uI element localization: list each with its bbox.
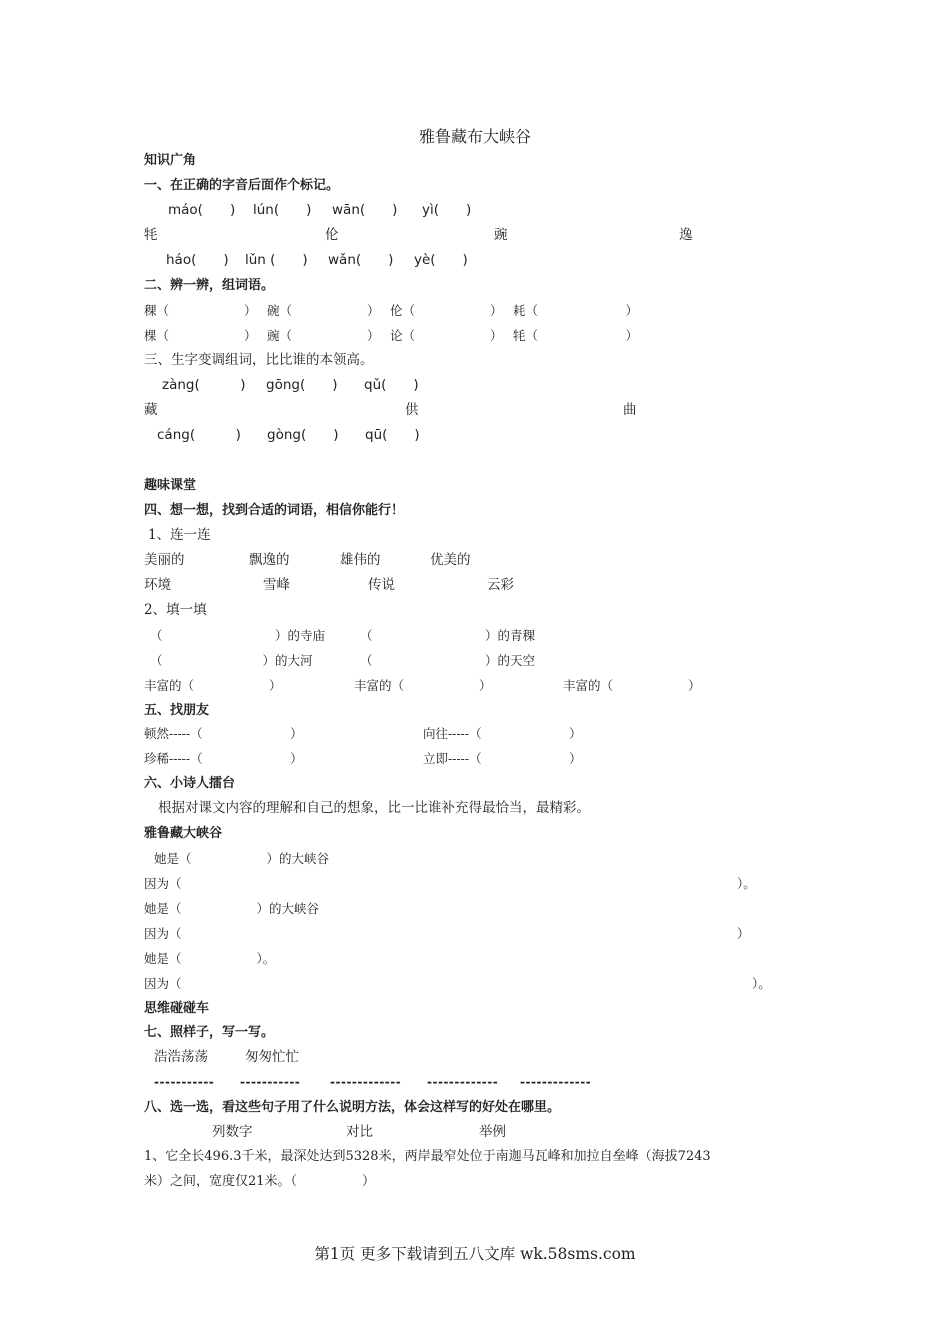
- pinyin-option: zàng( ): [162, 377, 246, 393]
- document-title: 雅鲁藏布大峡谷: [418, 127, 531, 146]
- character: 逸: [679, 227, 693, 243]
- page-footer: 第1页 更多下载请到五八文库 wk.58sms.com: [314, 1245, 636, 1263]
- fill-blank: （ ）的青稞: [360, 628, 536, 643]
- question-5-heading: 五、找朋友: [144, 703, 210, 718]
- q6-instructions: 根据对课文内容的理解和自己的想象，比一比谁补充得最恰当，最精彩。: [158, 800, 590, 816]
- q4-part-1-label: 1、连一连: [148, 527, 211, 543]
- question-8-heading: 八、选一选，看这些句子用了什么说明方法，体会这样写的好处在哪里。: [144, 1100, 561, 1115]
- reason-start: 因为（: [144, 976, 182, 991]
- character: 藏: [144, 402, 158, 418]
- q3-pinyin-row-1: [0, 373, 950, 398]
- reason-end: ）。: [752, 976, 771, 991]
- fill-blank: 丰富的（ ）: [563, 678, 701, 693]
- synonym-blank: 向往-----（ ）: [423, 726, 582, 741]
- fill-blank: （ ）的天空: [360, 653, 536, 668]
- q4-fill-row-3: [0, 673, 950, 698]
- pinyin-option: wān( ): [332, 202, 398, 218]
- q4-fill-row-2: [0, 648, 950, 673]
- word-blank: 碗（ ）: [267, 303, 380, 318]
- word-blank: 稞（ ）: [144, 303, 257, 318]
- character: 曲: [623, 402, 637, 418]
- pinyin-option: qǔ( ): [364, 377, 419, 393]
- section-heading-thinking: 思维碰碰车: [144, 1001, 210, 1016]
- pinyin-option: yè( ): [414, 252, 468, 268]
- word-blank: 豌（ ）: [267, 328, 380, 343]
- question-7-heading: 七、照样子，写一写。: [144, 1025, 275, 1040]
- pinyin-option: lún( ): [253, 202, 312, 218]
- poem-line: 她是（ ）的大峡谷: [154, 851, 330, 866]
- answer-line: -------------: [330, 1075, 402, 1089]
- q8-sentence-1: 1、它全长496.3千米，最深处达到5328米，两岸最窄处位于南迦马瓦峰和加拉自垒峰（海拔7243: [144, 1149, 711, 1164]
- pinyin-option: yì( ): [422, 202, 472, 218]
- question-1-heading: 一、在正确的字音后面作个标记。: [144, 178, 340, 193]
- question-3-heading: 三、生字变调组词，比比谁的本领高。: [144, 352, 374, 368]
- fill-blank: 丰富的（ ）: [144, 678, 282, 693]
- pinyin-option: cáng( ): [157, 427, 241, 443]
- reason-start: 因为（: [144, 926, 182, 941]
- pinyin-option: lǔn ( ): [245, 252, 308, 268]
- word-blank: 牦（ ）: [513, 328, 639, 343]
- method-option: 列数字: [212, 1124, 253, 1140]
- word-blank: 耗（ ）: [513, 303, 639, 318]
- q4-match-row-2: [0, 573, 950, 598]
- pinyin-option: gōng( ): [266, 377, 338, 393]
- match-word: 环境: [144, 577, 171, 593]
- match-word: 雄伟的: [340, 552, 381, 568]
- question-2-heading: 二、辨一辨，组词语。: [144, 278, 275, 293]
- example-word: 浩浩荡荡: [154, 1049, 208, 1065]
- q1-pinyin-row-1: [0, 198, 950, 223]
- section-heading-fun-class: 趣味课堂: [144, 478, 197, 493]
- answer-line: -------------: [520, 1075, 592, 1089]
- q4-fill-row-1: [0, 623, 950, 648]
- reason-end: ）: [737, 926, 750, 941]
- reason-end: ）。: [737, 876, 756, 891]
- answer-line: -----------: [240, 1075, 301, 1089]
- q2-row-1: [0, 298, 950, 323]
- method-option: 举例: [479, 1124, 506, 1140]
- q3-char-row: [0, 398, 950, 423]
- pinyin-option: gòng( ): [267, 427, 339, 443]
- match-word: 美丽的: [144, 552, 185, 568]
- poem-reason-line: [0, 921, 950, 946]
- poem-line: 她是（ ）的大峡谷: [144, 901, 320, 916]
- poem-reason-line: [0, 871, 950, 896]
- match-word: 云彩: [487, 577, 514, 593]
- q1-pinyin-row-2: [0, 248, 950, 273]
- fill-blank: （ ）的大河: [150, 653, 313, 668]
- question-4-heading: 四、想一想，找到合适的词语，相信你能行！: [144, 503, 405, 518]
- section-heading-knowledge: 知识广角: [144, 153, 197, 168]
- synonym-blank: 立即-----（ ）: [423, 751, 582, 766]
- synonym-blank: 顿然-----（ ）: [144, 726, 303, 741]
- match-word: 雪峰: [263, 577, 290, 593]
- pinyin-option: máo( ): [168, 202, 236, 218]
- q4-part-2-label: 2、填一填: [144, 602, 207, 618]
- q8-sentence-1-continued: 米）之间，宽度仅21米。（ ）: [144, 1174, 376, 1189]
- match-word: 传说: [368, 577, 395, 593]
- fill-blank: 丰富的（ ）: [354, 678, 492, 693]
- match-word: 优美的: [430, 552, 471, 568]
- question-6-heading: 六、小诗人擂台: [144, 776, 236, 791]
- answer-line: -----------: [154, 1075, 215, 1089]
- q2-row-2: [0, 323, 950, 348]
- character: 伦: [325, 227, 339, 243]
- q5-row-2: [0, 746, 950, 771]
- pinyin-option: wǎn( ): [328, 252, 394, 268]
- word-blank: 棵（ ）: [144, 328, 257, 343]
- character: 供: [405, 402, 419, 418]
- pinyin-option: qū( ): [365, 427, 420, 443]
- q5-row-1: [0, 721, 950, 746]
- answer-line: -------------: [427, 1075, 499, 1089]
- word-blank: 伦（ ）: [390, 303, 503, 318]
- q4-match-row-1: [0, 548, 950, 573]
- q8-options-row: [0, 1120, 950, 1145]
- reason-start: 因为（: [144, 876, 182, 891]
- synonym-blank: 珍稀-----（ ）: [144, 751, 303, 766]
- character: 豌: [494, 227, 508, 243]
- q1-char-row: [0, 223, 950, 248]
- q7-examples-row: [0, 1045, 950, 1070]
- word-blank: 论（ ）: [390, 328, 503, 343]
- match-word: 飘逸的: [249, 552, 290, 568]
- fill-blank: （ ）的寺庙: [150, 628, 326, 643]
- character: 牦: [144, 227, 158, 243]
- q3-pinyin-row-2: [0, 423, 950, 448]
- poem-title: 雅鲁藏大峡谷: [144, 826, 223, 841]
- pinyin-option: háo( ): [166, 252, 229, 268]
- poem-reason-line: [0, 971, 950, 996]
- q7-blanks-row: [0, 1070, 950, 1095]
- example-word: 匆匆忙忙: [245, 1049, 299, 1065]
- method-option: 对比: [346, 1124, 373, 1140]
- poem-line: 她是（ ）。: [144, 951, 276, 966]
